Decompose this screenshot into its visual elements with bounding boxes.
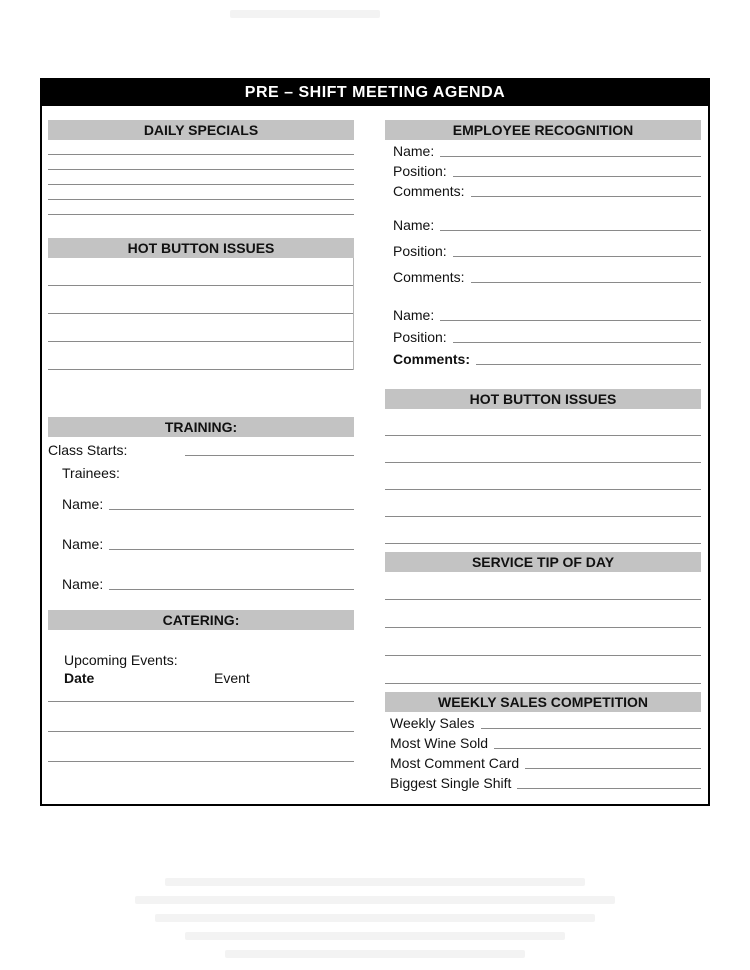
daily-specials-lines	[48, 140, 354, 215]
most-comment-card-row	[385, 752, 701, 772]
hot-button-lines-left	[48, 258, 354, 370]
name-label: Name:	[393, 307, 435, 323]
position-label: Position:	[393, 329, 447, 345]
fill-in-line	[440, 320, 701, 321]
blank-line	[48, 702, 354, 732]
biggest-single-shift-label: Biggest Single Shift	[390, 775, 512, 791]
most-wine-sold-row	[385, 732, 701, 752]
class-starts-label: Class Starts:	[48, 442, 128, 458]
name-label: Name:	[62, 536, 104, 552]
blank-line	[385, 436, 701, 463]
fill-in-line	[440, 230, 701, 231]
watermark-text-row	[225, 950, 525, 958]
blank-line	[48, 155, 354, 170]
trainee-name-row	[48, 493, 354, 513]
blank-line	[385, 656, 701, 684]
position-label: Position:	[393, 243, 447, 259]
event-column-header: Event	[214, 670, 250, 686]
form-title: PRE – SHIFT MEETING AGENDA	[42, 80, 708, 106]
fill-in-line	[109, 589, 354, 590]
position-label: Position:	[393, 163, 447, 179]
recognition-name-row	[385, 140, 701, 160]
trainees-label: Trainees:	[62, 465, 120, 481]
recognition-name-row	[385, 304, 701, 324]
fill-in-line	[471, 196, 701, 197]
watermark-text-row	[230, 10, 380, 18]
fill-in-line	[453, 256, 701, 257]
section-hot-button-issues-right: HOT BUTTON ISSUES	[385, 389, 701, 409]
fill-in-line	[476, 364, 701, 365]
name-label: Name:	[393, 217, 435, 233]
watermark-text-row	[155, 914, 595, 922]
fill-in-line	[453, 342, 701, 343]
fill-in-line	[109, 549, 354, 550]
recognition-group-3	[385, 304, 701, 368]
recognition-group-2	[385, 214, 701, 286]
most-wine-sold-label: Most Wine Sold	[390, 735, 489, 751]
fill-in-line	[185, 455, 354, 456]
blank-line	[48, 185, 354, 200]
blank-line	[48, 170, 354, 185]
comments-label: Comments:	[393, 183, 465, 199]
comments-label: Comments:	[393, 351, 471, 367]
agenda-form	[40, 78, 710, 806]
date-event-header-row	[48, 668, 354, 686]
most-comment-card-label: Most Comment Card	[390, 755, 520, 771]
blank-line	[385, 463, 701, 490]
name-label: Name:	[62, 576, 104, 592]
biggest-single-shift-row	[385, 772, 701, 792]
blank-line	[48, 686, 354, 702]
name-label: Name:	[62, 496, 104, 512]
section-employee-recognition: EMPLOYEE RECOGNITION	[385, 120, 701, 140]
right-column	[385, 106, 701, 792]
fill-in-line	[481, 728, 701, 729]
watermark-text-row	[185, 932, 565, 940]
blank-line	[385, 572, 701, 600]
weekly-sales-row	[385, 712, 701, 732]
trainee-name-row	[48, 533, 354, 553]
fill-in-line	[453, 176, 701, 177]
section-catering: CATERING:	[48, 610, 354, 630]
recognition-position-row	[385, 326, 701, 346]
catering-lines	[48, 686, 354, 762]
recognition-comments-row	[385, 266, 701, 286]
upcoming-events-label: Upcoming Events:	[64, 652, 178, 668]
watermark-text-row	[135, 896, 615, 904]
watermark-text-row	[165, 878, 585, 886]
name-label: Name:	[393, 143, 435, 159]
section-daily-specials: DAILY SPECIALS	[48, 120, 354, 140]
fill-in-line	[517, 788, 701, 789]
service-tip-lines	[385, 572, 701, 684]
fill-in-line	[440, 156, 701, 157]
blank-line	[48, 732, 354, 762]
blank-line	[48, 258, 353, 286]
fill-in-line	[471, 282, 701, 283]
comments-label: Comments:	[393, 269, 465, 285]
blank-line	[385, 490, 701, 517]
blank-line	[48, 342, 353, 370]
blank-line	[48, 200, 354, 215]
blank-line	[385, 628, 701, 656]
blank-line	[48, 314, 353, 342]
section-hot-button-issues-left: HOT BUTTON ISSUES	[48, 238, 354, 258]
blank-line	[385, 517, 701, 544]
hot-button-lines-right	[385, 409, 701, 544]
date-column-header: Date	[64, 670, 95, 686]
trainee-name-row	[48, 573, 354, 593]
fill-in-line	[525, 768, 701, 769]
recognition-name-row	[385, 214, 701, 234]
section-training: TRAINING:	[48, 417, 354, 437]
blank-line	[48, 140, 354, 155]
blank-line	[385, 409, 701, 436]
recognition-group-1	[385, 140, 701, 200]
section-weekly-sales: WEEKLY SALES COMPETITION	[385, 692, 701, 712]
left-column	[48, 106, 354, 762]
weekly-sales-label: Weekly Sales	[390, 715, 475, 731]
fill-in-line	[109, 509, 354, 510]
recognition-comments-row	[385, 348, 701, 368]
section-service-tip: SERVICE TIP OF DAY	[385, 552, 701, 572]
recognition-position-row	[385, 240, 701, 260]
recognition-position-row	[385, 160, 701, 180]
blank-line	[48, 286, 353, 314]
fill-in-line	[494, 748, 701, 749]
class-starts-row	[48, 437, 354, 459]
recognition-comments-row	[385, 180, 701, 200]
blank-line	[385, 600, 701, 628]
